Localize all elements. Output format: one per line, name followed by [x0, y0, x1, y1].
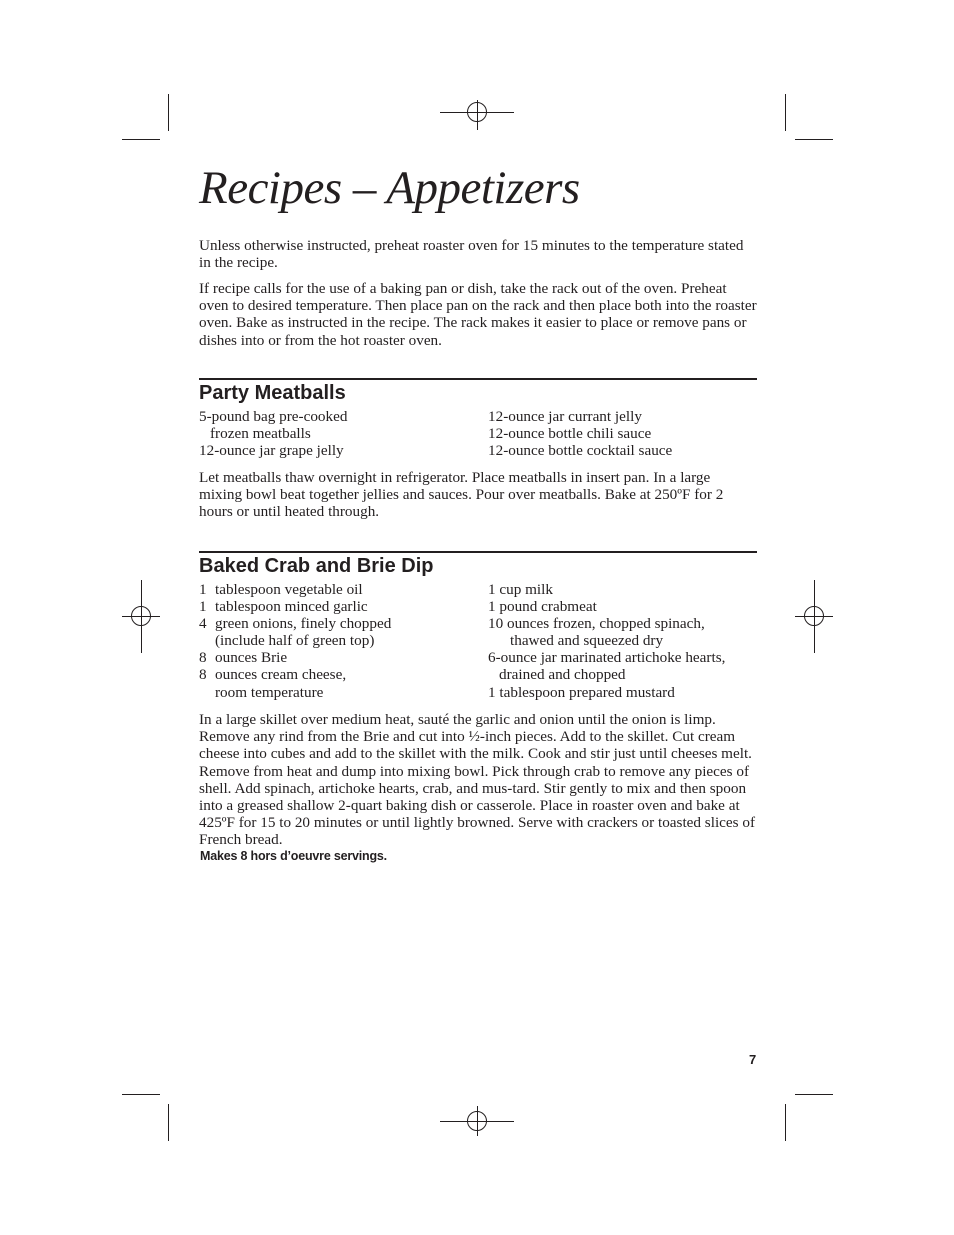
- ingredient-item: 1 cup milk: [488, 581, 553, 598]
- section-rule: [199, 378, 757, 380]
- intro-paragraph-2: If recipe calls for the use of a baking pan or dish, take the rack out of the oven. Preheat oven to desired temperature. Then place pan on the rack and then place both into the roaster oven. Bake as instructed in the recipe. The rack makes it easier to place or remove pans or dishes into or from the hot roaster oven.: [199, 280, 757, 349]
- ingredient-item: 10 ounces frozen, chopped spinach, thawed and squeezed dry: [488, 615, 705, 650]
- ingredient-item: 1 tablespoon vegetable oil: [199, 581, 363, 598]
- ingredient-item: 1 tablespoon minced garlic: [199, 598, 368, 616]
- ingredient-item: 12-ounce jar currant jelly: [488, 408, 642, 425]
- recipe-directions: In a large skillet over medium heat, sauté the garlic and onion until the onion is limp. Remove any rind from the Brie and cut into ½-inch pieces. Add to the skillet. Cut cream cheese into cubes and add to the skillet with the milk. Cook and stir just until cheeses melt. Remove from heat and dump into mixing bowl. Pick through crab to remove any pieces of shell. Add spinach, artichoke hearts, crab, and mus-tard. Stir gently to mix and then spoon into a greased shallow 2-quart baking dish or casserole. Place in roaster oven and bake at 425ºF for 15 to 20 minutes or until lightly browned. Serve with crackers or toasted slices of French bread.: [199, 711, 755, 849]
- recipe-title: Baked Crab and Brie Dip: [199, 555, 434, 577]
- intro-paragraph-1: Unless otherwise instructed, preheat roaster oven for 15 minutes to the temperature stated in the recipe.: [199, 237, 744, 272]
- recipe-title: Party Meatballs: [199, 382, 346, 404]
- ingredient-item: 1 tablespoon prepared mustard: [488, 683, 675, 701]
- ingredient-item: 12-ounce jar grape jelly: [199, 442, 344, 460]
- page-number: 7: [749, 1052, 757, 1067]
- ingredients-right: [488, 581, 725, 701]
- ingredient-item: 8 ounces cream cheese, room temperature: [199, 666, 347, 701]
- ingredient-item: 12-ounce bottle chili sauce: [488, 425, 652, 443]
- ingredients-left: [199, 581, 391, 701]
- section-rule: [199, 551, 757, 553]
- ingredient-item: 5-pound bag pre-cooked frozen meatballs: [199, 408, 348, 443]
- ingredient-item: 4 green onions, finely chopped (include half of green top): [199, 615, 392, 650]
- ingredients-right: [488, 408, 672, 459]
- recipe-yield: Makes 8 hors d’oeuvre servings.: [200, 849, 387, 863]
- ingredient-item: 6-ounce jar marinated artichoke hearts, drained and chopped: [488, 649, 726, 684]
- page-title: Recipes – Appetizers: [199, 162, 580, 214]
- ingredients-left: [199, 408, 347, 459]
- recipe-directions: Let meatballs thaw overnight in refrigerator. Place meatballs in insert pan. In a large mixing bowl beat together jellies and sauces. Pour over meatballs. Bake at 250ºF for 2 hours or until heated through.: [199, 469, 724, 521]
- ingredient-item: 12-ounce bottle cocktail sauce: [488, 442, 673, 460]
- ingredient-item: 8 ounces Brie: [199, 649, 288, 667]
- ingredient-item: 1 pound crabmeat: [488, 598, 597, 616]
